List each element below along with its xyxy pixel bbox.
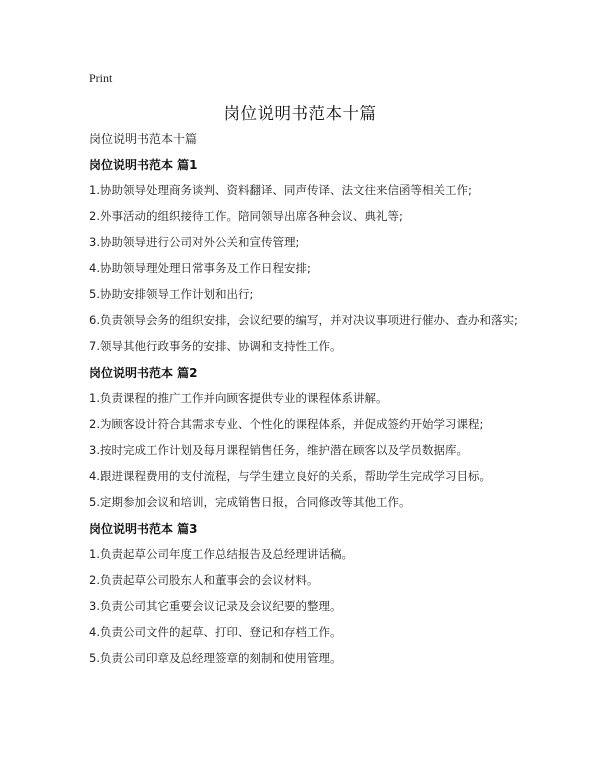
list-item: 5.协助安排领导工作计划和出行;	[89, 287, 254, 301]
print-label: Print	[89, 71, 113, 85]
section-1	[89, 157, 525, 354]
section-3	[89, 521, 525, 666]
list-item: 2.为顾客设计符合其需求专业、个性化的课程体系，并促成签约开始学习课程;	[89, 417, 484, 431]
list-item: 2.负责起草公司股东人和董事会的会议材料。	[89, 573, 319, 587]
list-item: 4.协助领导理处理日常事务及工作日程安排;	[89, 261, 311, 275]
section-heading: 岗位说明书范本 篇1	[89, 158, 198, 172]
list-item: 5.定期参加会议和培训，完成销售日报，合同修改等其他工作。	[89, 495, 411, 509]
list-item: 3.按时完成工作计划及每月课程销售任务，维护潜在顾客以及学员数据库。	[89, 443, 468, 457]
list-item: 6.负责领导会务的组织安排，会议纪要的编写，并对决议事项进行催办、查办和落实;	[89, 313, 518, 327]
document-title: 岗位说明书范本十篇	[223, 104, 377, 123]
list-item: 4.负责公司文件的起草、打印、登记和存档工作。	[89, 625, 342, 639]
document-body	[89, 131, 525, 677]
list-item: 3.协助领导进行公司对外公关和宣传管理;	[89, 235, 300, 249]
list-item: 3.负责公司其它重要会议记录及会议纪要的整理。	[89, 599, 342, 613]
list-item: 1.负责课程的推广工作并向顾客提供专业的课程体系讲解。	[89, 391, 388, 405]
list-item: 1.协助领导处理商务谈判、资料翻译、同声传译、法文往来信函等相关工作;	[89, 183, 472, 197]
document-subtitle: 岗位说明书范本十篇	[89, 132, 198, 146]
list-item: 5.负责公司印章及总经理签章的刻制和使用管理。	[89, 651, 342, 665]
list-item: 2.外事活动的组织接待工作。陪同领导出席各种会议、典礼等;	[89, 209, 403, 223]
section-heading: 岗位说明书范本 篇3	[89, 522, 198, 536]
list-item: 7.领导其他行政事务的安排、协调和支持性工作。	[89, 339, 342, 353]
section-2	[89, 365, 525, 510]
section-heading: 岗位说明书范本 篇2	[89, 366, 198, 380]
list-item: 1.负责起草公司年度工作总结报告及总经理讲话稿。	[89, 547, 353, 561]
list-item: 4.跟进课程费用的支付流程，与学生建立良好的关系，帮助学生完成学习目标。	[89, 469, 491, 483]
